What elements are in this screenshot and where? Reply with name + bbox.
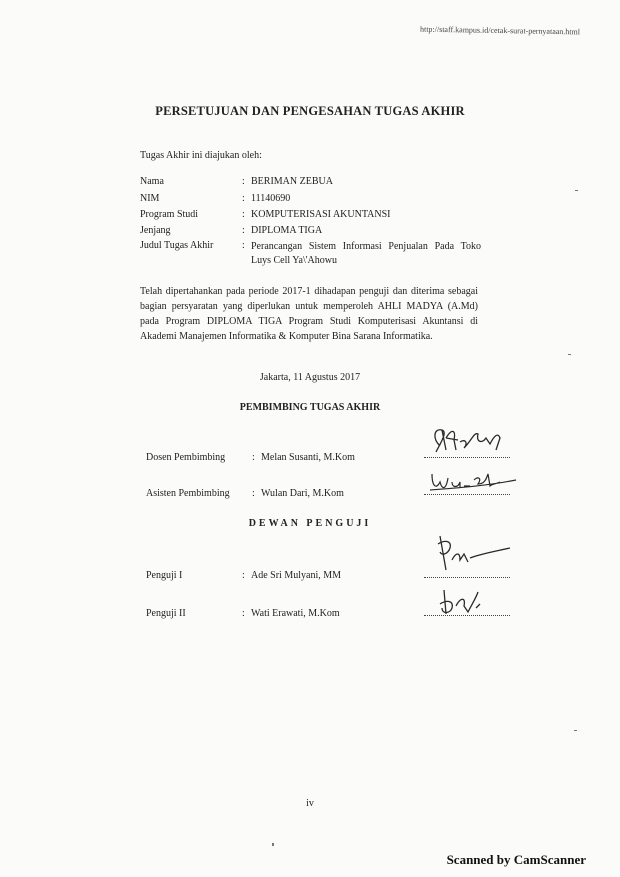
field-label-nim: NIM [140,193,160,204]
field-colon: : [242,225,245,236]
intro-text: Tugas Akhir ini diajukan oleh: [140,150,262,161]
signer-colon: : [242,570,245,581]
field-value-program-studi: KOMPUTERISASI AKUNTANSI [251,209,391,220]
signer-role: Asisten Pembimbing [146,488,230,499]
field-value-nama: BERIMAN ZEBUA [251,176,333,187]
page-title: PERSETUJUAN DAN PENGESAHAN TUGAS AKHIR [155,104,465,118]
signature-dosen-pembimbing [426,424,516,458]
approval-paragraph: Telah dipertahankan pada periode 2017-1 dihadapan penguji dan diterima sebagai bagian persyaratan yang diperlukan untuk memperoleh AHLI MADYA (A.Md) pada Program DIPLOMA TIGA Program Studi Komputerisasi Akuntansi di Akademi Manajemen Informatika & Komputer Bina Sarana Informatika. [140,286,478,342]
field-colon: : [242,209,245,220]
signer-role: Penguji I [146,570,183,581]
signer-name: Wulan Dari, M.Kom [261,488,344,499]
scan-speck [574,730,577,731]
field-colon: : [242,240,245,251]
field-value-judul: Perancangan Sistem Informasi Penjualan Pada Toko Luys Cell Ya\'Ahowu [251,241,481,266]
field-value-nim: 11140690 [251,193,291,204]
pembimbing-heading: PEMBIMBING TUGAS AKHIR [239,402,381,413]
signer-colon: : [252,488,255,499]
scan-speck [272,843,274,846]
field-label-program-studi: Program Studi [140,209,199,220]
signing-date: Jakarta, 11 Agustus 2017 [259,372,361,383]
field-value-jenjang: DIPLOMA TIGA [251,225,323,236]
page-number: iv [306,798,314,809]
signer-colon: : [242,608,245,619]
field-label-nama: Nama [140,176,164,187]
signer-role: Dosen Pembimbing [146,452,226,463]
signer-role: Penguji II [146,608,186,619]
field-label-jenjang: Jenjang [140,225,171,236]
scan-speck [575,190,578,191]
field-colon: : [242,193,245,204]
signature-asisten-pembimbing [426,466,526,496]
dewan-penguji-heading: DEWAN PENGUJI [248,518,372,529]
signer-name: Ade Sri Mulyani, MM [251,570,341,581]
signature-penguji-2 [432,584,492,620]
signature-penguji-1 [430,532,520,580]
signer-name: Wati Erawati, M.Kom [251,608,340,619]
print-url: http://staff.kampus.id/cetak-surat-pernyataan.html [419,24,581,37]
scan-speck [568,354,571,355]
field-colon: : [242,176,245,187]
signer-name: Melan Susanti, M.Kom [261,452,355,463]
scanner-watermark: Scanned by CamScanner [446,852,586,867]
field-label-judul: Judul Tugas Akhir [140,240,214,251]
signer-colon: : [252,452,255,463]
